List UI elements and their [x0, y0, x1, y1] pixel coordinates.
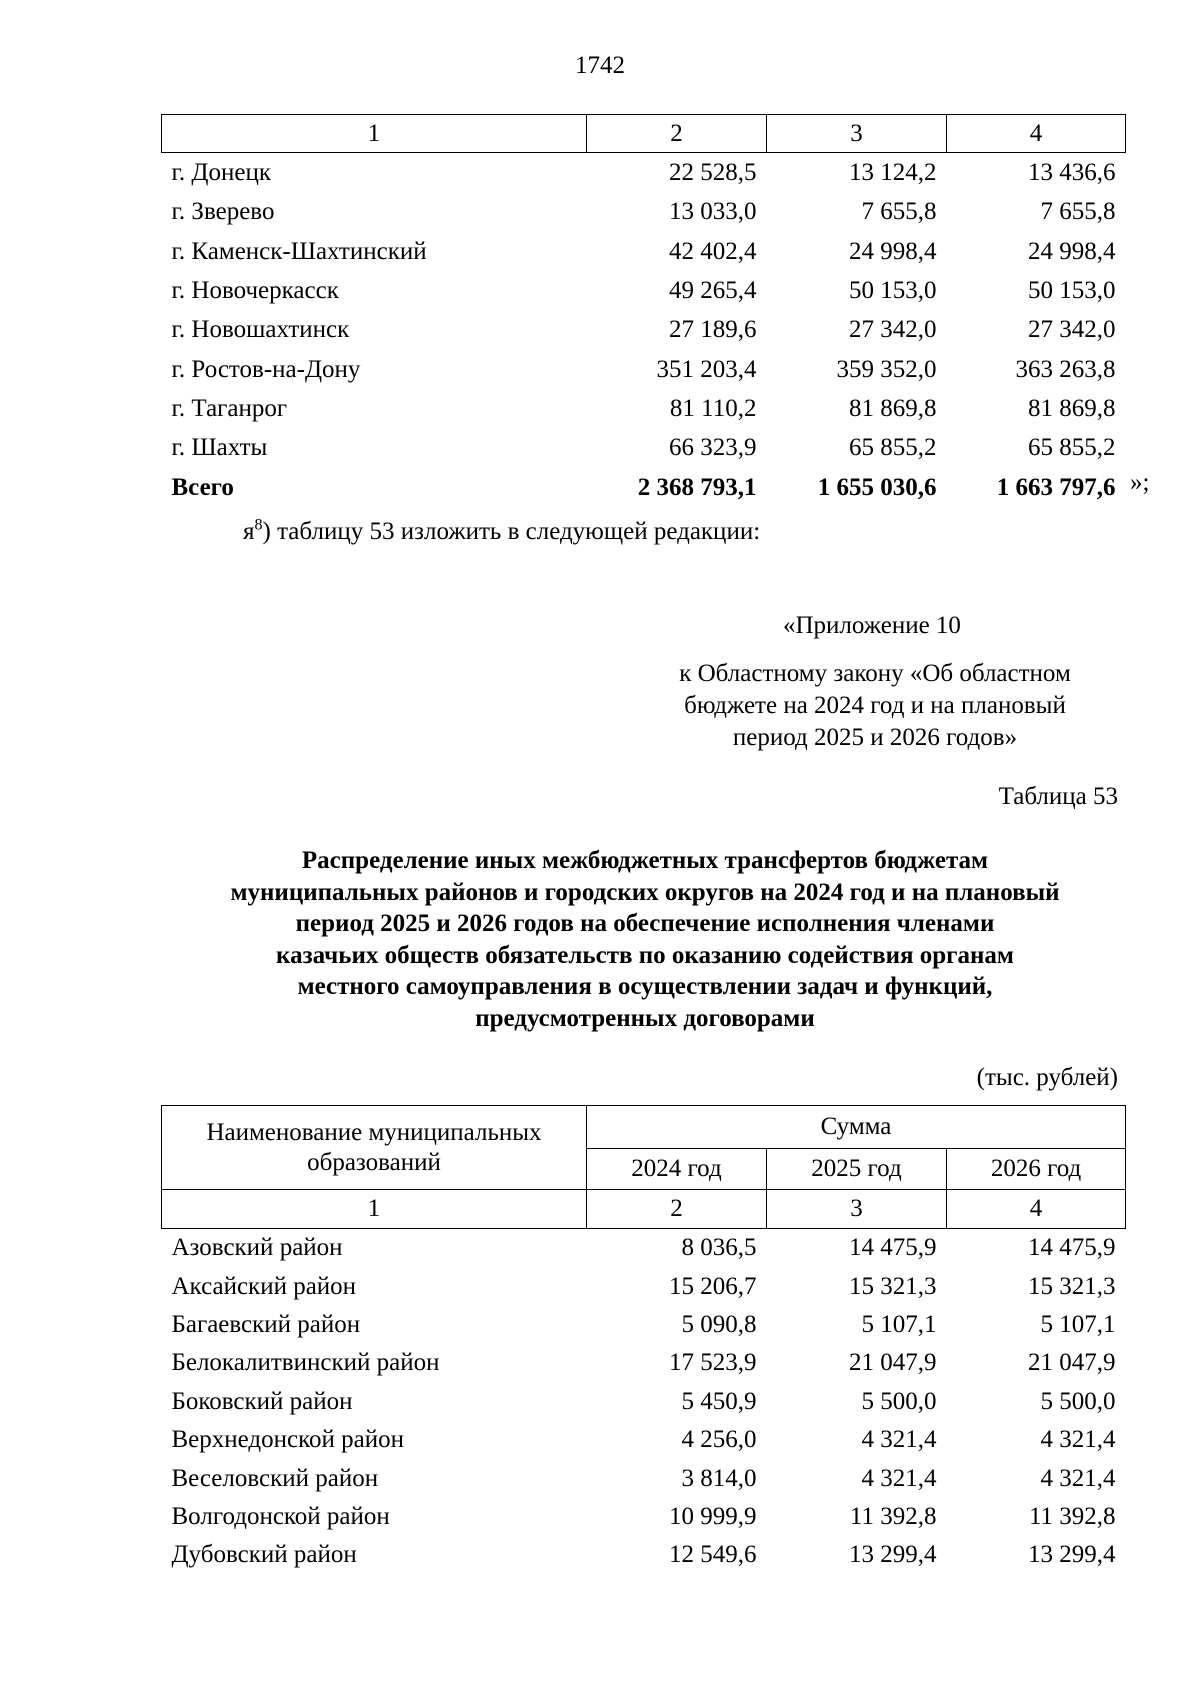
- appendix-ref-line: к Областному закону «Об областном: [679, 660, 1071, 687]
- table-row: [162, 1383, 1126, 1421]
- value-2026: 21 047,9: [1028, 1349, 1116, 1377]
- table-row: [162, 389, 1126, 428]
- value-2024: 49 265,4: [669, 277, 757, 305]
- table-row: [162, 428, 1126, 467]
- row-name: г. Донецк: [171, 159, 271, 187]
- total-row: [162, 467, 1126, 506]
- value-2025: 27 342,0: [849, 316, 937, 344]
- value-2026: 5 107,1: [1040, 1310, 1116, 1338]
- value-2026: 50 153,0: [1028, 277, 1116, 305]
- amendment-paragraph: [243, 518, 760, 546]
- value-2025: 5 500,0: [861, 1387, 937, 1415]
- row-name: Веселовский район: [171, 1464, 379, 1492]
- row-name: г. Каменск-Шахтинский: [171, 237, 427, 265]
- value-2025: 14 475,9: [849, 1234, 937, 1262]
- header-name-line: Наименование муниципальных: [206, 1118, 542, 1146]
- total-2025: 1 655 030,6: [817, 473, 937, 501]
- table-row: [162, 192, 1126, 231]
- appendix-reference: [640, 658, 1110, 754]
- value-2026: 24 998,4: [1028, 237, 1116, 265]
- value-2025: 65 855,2: [849, 434, 937, 462]
- value-2024: 5 090,8: [681, 1310, 757, 1338]
- table-row: [162, 1344, 1126, 1382]
- appendix-ref-line: бюджете на 2024 год и на плановый: [684, 692, 1066, 719]
- header-name-line: образований: [307, 1148, 441, 1176]
- value-2024: 22 528,5: [669, 159, 757, 187]
- table-row: [162, 271, 1126, 310]
- table-row: [162, 1459, 1126, 1497]
- value-2026: 65 855,2: [1028, 434, 1116, 462]
- value-2026: 81 869,8: [1028, 394, 1116, 422]
- value-2025: 4 321,4: [861, 1426, 937, 1454]
- table-header-row: [162, 115, 1126, 153]
- total-2026: 1 663 797,6: [996, 473, 1116, 501]
- title-line: местного самоуправления в осуществлении задач и функций,: [297, 973, 993, 1000]
- value-2024: 8 036,5: [681, 1234, 757, 1262]
- value-2026: 15 321,3: [1028, 1272, 1116, 1300]
- value-2024: 10 999,9: [669, 1502, 757, 1530]
- value-2024: 15 206,7: [669, 1272, 757, 1300]
- year-header: 2025 год: [767, 1149, 947, 1190]
- value-2024: 66 323,9: [669, 434, 757, 462]
- column-number: 1: [162, 1190, 587, 1229]
- amendment-prefix: я: [243, 518, 255, 545]
- row-name: Дубовский район: [171, 1541, 357, 1569]
- row-name: г. Шахты: [171, 434, 268, 462]
- table-row: [162, 1267, 1126, 1305]
- value-2026: 4 321,4: [1040, 1426, 1116, 1454]
- title-line: период 2025 и 2026 годов на обеспечение исполнения членами: [295, 910, 995, 937]
- value-2025: 5 107,1: [861, 1310, 937, 1338]
- value-2025: 4 321,4: [861, 1464, 937, 1492]
- value-2026: 4 321,4: [1040, 1464, 1116, 1492]
- value-2026: 11 392,8: [1028, 1502, 1116, 1530]
- value-2026: 27 342,0: [1028, 316, 1116, 344]
- appendix-title: «Приложение 10: [783, 612, 961, 639]
- value-2026: 363 263,8: [1015, 355, 1116, 383]
- table-row: [162, 1536, 1126, 1574]
- column-number: 2: [587, 1190, 767, 1229]
- closing-quote-mark: »;: [1130, 469, 1150, 496]
- value-2024: 81 110,2: [669, 394, 757, 422]
- value-2024: 13 033,0: [669, 198, 757, 226]
- table-label: Таблица 53: [998, 783, 1118, 810]
- table-row: [162, 1306, 1126, 1344]
- value-2026: 13 436,6: [1028, 159, 1116, 187]
- row-name: Белокалитвинский район: [171, 1349, 440, 1377]
- column-number: 4: [947, 1190, 1126, 1229]
- table-row: [162, 1498, 1126, 1536]
- row-name: Багаевский район: [171, 1310, 361, 1338]
- amendment-superscript: 8: [254, 516, 263, 534]
- header-cell: 3: [767, 115, 947, 153]
- value-2025: 50 153,0: [849, 277, 937, 305]
- row-name: г. Таганрог: [171, 394, 288, 422]
- header-name-cell: [162, 1106, 587, 1190]
- value-2025: 11 392,8: [849, 1502, 937, 1530]
- year-header: 2024 год: [587, 1149, 767, 1190]
- table-row: [162, 1229, 1126, 1268]
- title-line: муниципальных районов и городских округов на 2024 год и на плановый: [230, 878, 1060, 906]
- header-cell: 4: [947, 115, 1126, 153]
- row-name: г. Зверево: [171, 198, 275, 226]
- value-2025: 7 655,8: [861, 198, 937, 226]
- value-2026: 7 655,8: [1040, 198, 1116, 226]
- row-name: г. Ростов-на-Дону: [171, 355, 361, 383]
- value-2025: 81 869,8: [849, 394, 937, 422]
- column-number: 3: [767, 1190, 947, 1229]
- table-53: [161, 1105, 1126, 1575]
- row-name: Боковский район: [171, 1387, 353, 1415]
- value-2024: 3 814,0: [681, 1464, 757, 1492]
- column-number-row: [162, 1190, 1126, 1229]
- year-header: 2026 год: [947, 1149, 1126, 1190]
- value-2025: 21 047,9: [849, 1349, 937, 1377]
- total-2024: 2 368 793,1: [637, 473, 757, 501]
- table-header-row: [162, 1106, 1126, 1149]
- page-number: 1742: [575, 52, 625, 79]
- value-2024: 12 549,6: [669, 1541, 757, 1569]
- title-line: казачьих обществ обязательств по оказанию содействия органам: [276, 941, 1014, 969]
- row-name: Волгодонской район: [171, 1502, 390, 1530]
- value-2024: 351 203,4: [656, 355, 757, 383]
- row-name: Аксайский район: [171, 1272, 357, 1300]
- header-cell: 1: [162, 115, 587, 153]
- value-2024: 27 189,6: [669, 316, 757, 344]
- value-2025: 24 998,4: [849, 237, 937, 265]
- value-2025: 13 124,2: [849, 159, 937, 187]
- document-title: [140, 845, 1150, 1034]
- header-cell: 2: [587, 115, 767, 153]
- amendment-text: ) таблицу 53 изложить в следующей редакции:: [262, 518, 761, 545]
- title-line: Распределение иных межбюджетных трансфертов бюджетам: [301, 847, 989, 874]
- value-2025: 359 352,0: [836, 355, 937, 383]
- header-sum-cell: Сумма: [587, 1106, 1126, 1149]
- table-row: [162, 1421, 1126, 1459]
- value-2024: 4 256,0: [681, 1426, 757, 1454]
- total-label: Всего: [171, 473, 234, 501]
- appendix-ref-line: период 2025 и 2026 годов»: [732, 724, 1018, 751]
- value-2025: 15 321,3: [849, 1272, 937, 1300]
- table-continuation: [161, 114, 1126, 507]
- row-name: Азовский район: [171, 1234, 343, 1262]
- value-2026: 14 475,9: [1028, 1234, 1116, 1262]
- unit-label: (тыс. рублей): [976, 1064, 1118, 1091]
- value-2026: 5 500,0: [1040, 1387, 1116, 1415]
- table-row: [162, 310, 1126, 349]
- table-row: [162, 153, 1126, 193]
- table-row: [162, 232, 1126, 271]
- value-2024: 42 402,4: [669, 237, 757, 265]
- title-line: предусмотренных договорами: [475, 1004, 815, 1032]
- row-name: г. Новочеркасск: [171, 277, 339, 305]
- value-2026: 13 299,4: [1028, 1541, 1116, 1569]
- row-name: г. Новошахтинск: [171, 316, 350, 344]
- table-row: [162, 349, 1126, 388]
- value-2024: 17 523,9: [669, 1349, 757, 1377]
- value-2024: 5 450,9: [681, 1387, 757, 1415]
- row-name: Верхнедонской район: [171, 1426, 404, 1454]
- value-2025: 13 299,4: [849, 1541, 937, 1569]
